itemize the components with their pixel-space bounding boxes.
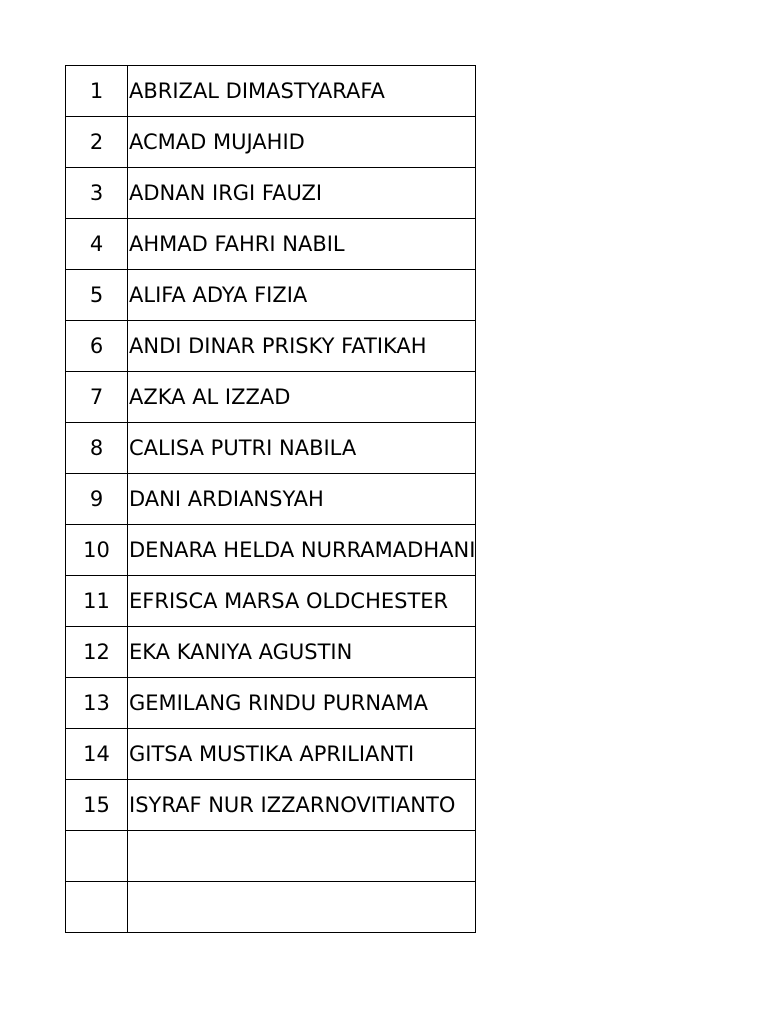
table-row bbox=[66, 270, 476, 321]
row-number-cell: 12 bbox=[66, 627, 128, 678]
table-row bbox=[66, 831, 476, 882]
table-row bbox=[66, 882, 476, 933]
student-name: ISYRAF NUR IZZARNOVITIANTO bbox=[129, 793, 456, 817]
table-row bbox=[66, 168, 476, 219]
student-name-cell bbox=[128, 168, 476, 219]
row-number-cell: 14 bbox=[66, 729, 128, 780]
table-row bbox=[66, 576, 476, 627]
row-number-cell: 4 bbox=[66, 219, 128, 270]
student-name-cell bbox=[128, 423, 476, 474]
row-number-cell: 5 bbox=[66, 270, 128, 321]
student-name: DANI ARDIANSYAH bbox=[129, 487, 324, 511]
student-name-cell bbox=[128, 372, 476, 423]
row-number-cell: 6 bbox=[66, 321, 128, 372]
student-name: DENARA HELDA NURRAMADHANI bbox=[129, 538, 476, 562]
row-number-cell bbox=[66, 831, 128, 882]
student-name: ADNAN IRGI FAUZI bbox=[129, 181, 323, 205]
row-number-cell: 10 bbox=[66, 525, 128, 576]
student-name-cell bbox=[128, 270, 476, 321]
student-name: ANDI DINAR PRISKY FATIKAH bbox=[129, 334, 427, 358]
student-name-cell bbox=[128, 576, 476, 627]
student-name-cell bbox=[128, 729, 476, 780]
table-body bbox=[66, 66, 476, 933]
row-number-cell: 3 bbox=[66, 168, 128, 219]
table-row bbox=[66, 525, 476, 576]
student-name-cell bbox=[128, 117, 476, 168]
table-row bbox=[66, 219, 476, 270]
table-row bbox=[66, 372, 476, 423]
row-number-cell: 9 bbox=[66, 474, 128, 525]
table-row bbox=[66, 678, 476, 729]
row-number-cell: 7 bbox=[66, 372, 128, 423]
student-name-cell bbox=[128, 66, 476, 117]
student-name: EFRISCA MARSA OLDCHESTER bbox=[129, 589, 449, 613]
student-name: EKA KANIYA AGUSTIN bbox=[129, 640, 353, 664]
student-name: ALIFA ADYA FIZIA bbox=[129, 283, 308, 307]
table-row bbox=[66, 321, 476, 372]
row-number-cell: 1 bbox=[66, 66, 128, 117]
student-name-cell bbox=[128, 882, 476, 933]
row-number-cell: 8 bbox=[66, 423, 128, 474]
row-number-cell: 11 bbox=[66, 576, 128, 627]
student-name-cell bbox=[128, 525, 476, 576]
table-row bbox=[66, 627, 476, 678]
student-name-cell bbox=[128, 780, 476, 831]
student-name-cell bbox=[128, 831, 476, 882]
student-name-cell bbox=[128, 474, 476, 525]
student-name: ABRIZAL DIMASTYARAFA bbox=[129, 79, 385, 103]
student-list-table bbox=[65, 65, 476, 933]
student-name: ACMAD MUJAHID bbox=[129, 130, 305, 154]
table-row bbox=[66, 117, 476, 168]
table-row bbox=[66, 423, 476, 474]
table-row bbox=[66, 729, 476, 780]
student-name-cell bbox=[128, 627, 476, 678]
table-row bbox=[66, 780, 476, 831]
row-number-cell bbox=[66, 882, 128, 933]
row-number-cell: 2 bbox=[66, 117, 128, 168]
table-row bbox=[66, 66, 476, 117]
row-number-cell: 13 bbox=[66, 678, 128, 729]
student-name: AHMAD FAHRI NABIL bbox=[129, 232, 345, 256]
student-name: GITSA MUSTIKA APRILIANTI bbox=[129, 742, 415, 766]
student-name: AZKA AL IZZAD bbox=[129, 385, 291, 409]
row-number-cell: 15 bbox=[66, 780, 128, 831]
student-name-cell bbox=[128, 219, 476, 270]
student-name: GEMILANG RINDU PURNAMA bbox=[129, 691, 428, 715]
student-name-cell bbox=[128, 678, 476, 729]
student-name: CALISA PUTRI NABILA bbox=[129, 436, 357, 460]
student-name-cell bbox=[128, 321, 476, 372]
table-row bbox=[66, 474, 476, 525]
